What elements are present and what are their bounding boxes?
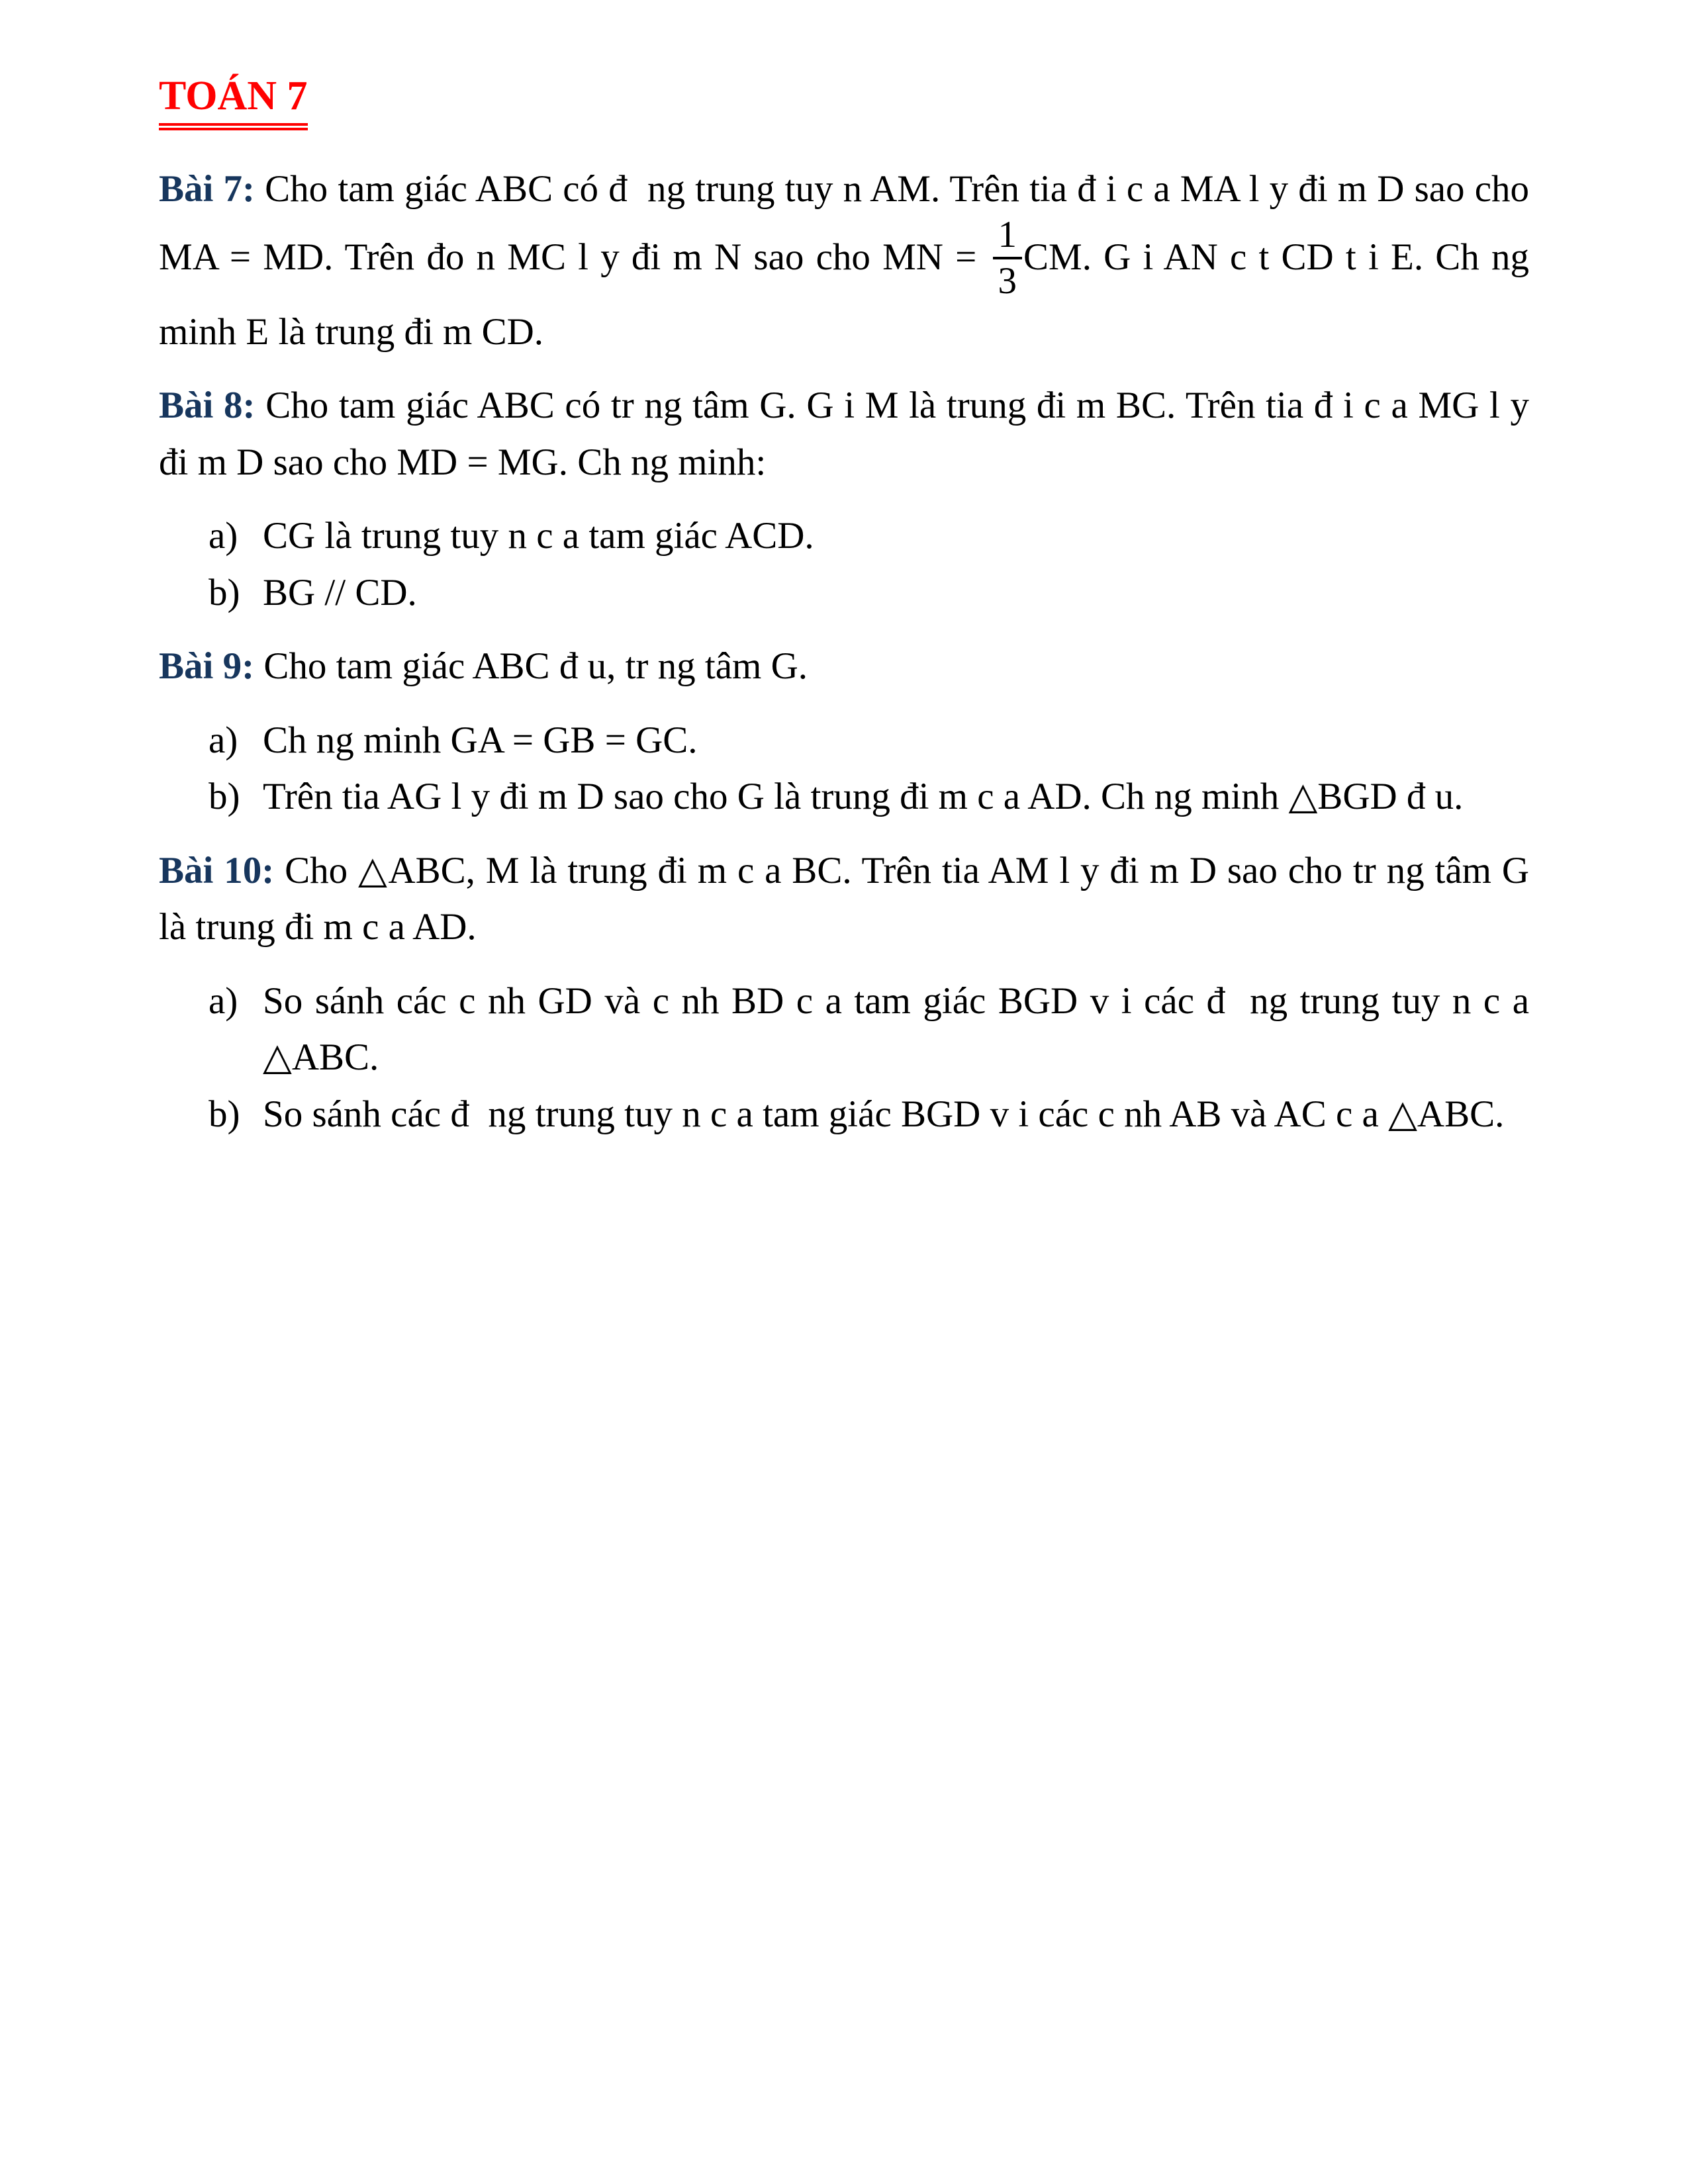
list-item-text: CG là trung tuy n c a tam giác ACD. — [263, 515, 814, 557]
list-item-marker: b) — [209, 776, 240, 818]
problem-9-text: Cho tam giác ABC đ u, tr ng tâm G. — [263, 645, 808, 688]
problem-7-label: Bài 7: — [159, 168, 255, 210]
problem-10-items — [159, 973, 1529, 1143]
problem-9-label: Bài 9: — [159, 645, 255, 688]
list-item — [159, 712, 1529, 769]
page-title — [159, 71, 1529, 130]
problem-8-text: Cho tam giác ABC có tr ng tâm G. G i M là trung đi m BC. Trên tia đ i c a MG l y đi m D sao cho MD = MG. Ch ng minh: — [159, 385, 1530, 483]
problem-7-statement — [159, 161, 1529, 360]
list-item-marker: a) — [209, 515, 238, 557]
list-item-text: Ch ng minh GA = GB = GC. — [263, 719, 698, 761]
problem-9-statement — [159, 638, 1529, 695]
list-item-text: Trên tia AG l y đi m D sao cho G là trung đi m c a AD. Ch ng minh △BGD đ u. — [263, 776, 1464, 818]
fraction-denominator: 3 — [998, 259, 1017, 302]
list-item-marker: b) — [209, 1093, 240, 1135]
list-item-text: So sánh các đ ng trung tuy n c a tam giác BGD v i các c nh AB và AC c a △ABC. — [263, 1093, 1505, 1135]
problem-7-text-after-fraction: CM. G i AN c t CD t i E. Ch ng minh E là trung đi m CD. — [159, 236, 1530, 353]
problem-8-items — [159, 508, 1529, 621]
list-item-text: So sánh các c nh GD và c nh BD c a tam giác BGD v i các đ ng trung tuy n c a △ABC. — [263, 979, 1529, 1079]
problem-10-text: Cho △ABC, M là trung đi m c a BC. Trên tia AM l y đi m D sao cho tr ng tâm G là trung đi m c a AD. — [159, 849, 1529, 948]
problem-7-text-before-fraction: Cho tam giác ABC có đ ng trung tuy n AM. Trên tia đ i c a MA l y đi m D sao cho MA = MD. Trên đo n MC l y đi m N sao cho MN = — [159, 168, 1530, 278]
problem-8-label: Bài 8: — [159, 385, 256, 427]
fraction-one-third — [993, 215, 1023, 301]
list-item — [159, 508, 1529, 565]
problem-10-label: Bài 10: — [159, 849, 275, 891]
list-item — [159, 768, 1529, 825]
list-item — [159, 565, 1529, 621]
list-item-marker: a) — [209, 979, 238, 1022]
fraction-numerator: 1 — [993, 215, 1023, 259]
page-title-text: TOÁN 7 — [159, 71, 308, 130]
problem-9-items — [159, 712, 1529, 825]
list-item — [159, 973, 1529, 1086]
problem-8-statement — [159, 377, 1529, 490]
list-item-marker: a) — [209, 719, 238, 761]
list-item-text: BG // CD. — [263, 571, 417, 614]
problem-10-statement — [159, 842, 1529, 956]
list-item-marker: b) — [209, 571, 240, 614]
list-item — [159, 1086, 1529, 1143]
